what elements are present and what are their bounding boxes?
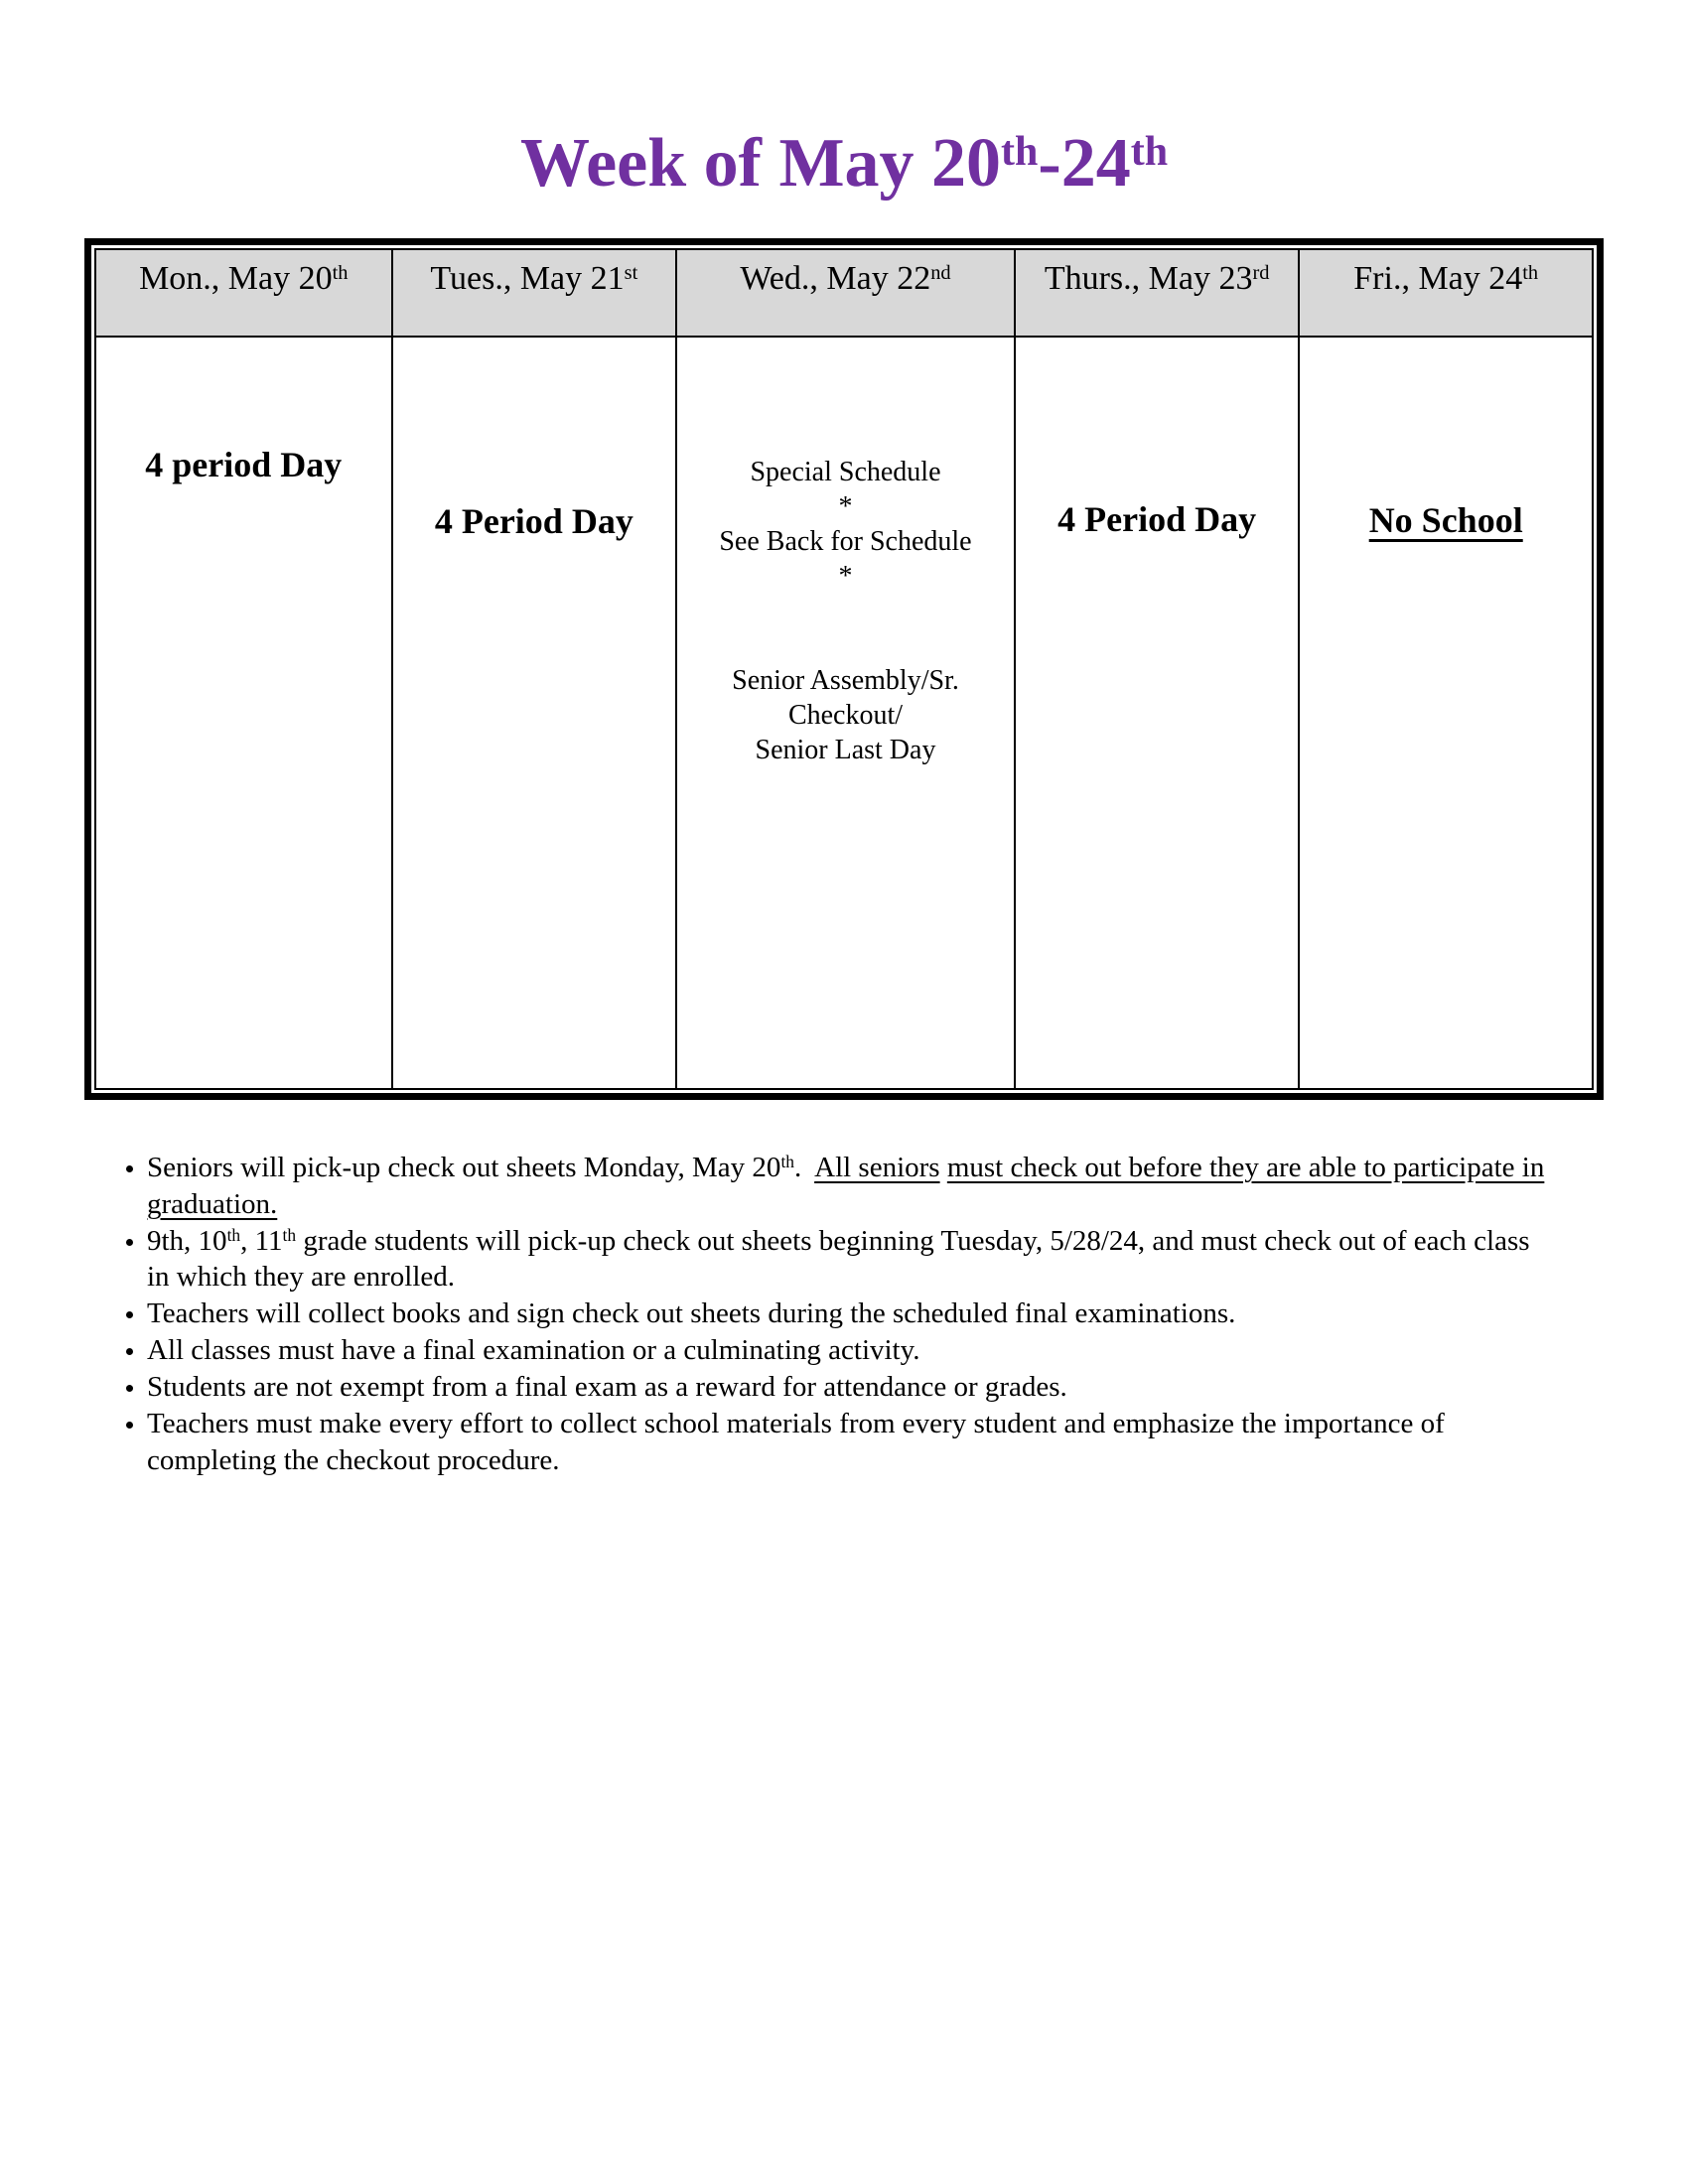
header-thursday <box>1015 249 1300 337</box>
cell-line: Senior Assembly/Sr. <box>732 665 959 696</box>
text-segment: Seniors will pick-up check out sheets Monday, May 20 <box>147 1152 781 1183</box>
cell-line: * <box>838 491 853 522</box>
body-row <box>95 337 1593 1089</box>
text-segment: 9th, 10 <box>147 1224 227 1257</box>
text-segment: Mon., May 20 <box>139 260 333 297</box>
underlined-text: must check out before they are able to participate in graduation. <box>147 1152 1545 1220</box>
notes-list <box>0 1150 1551 1478</box>
text-segment <box>940 1152 947 1183</box>
list-item <box>147 1150 1551 1223</box>
cell-line: Senior Last Day <box>755 735 936 765</box>
cell-monday <box>95 337 392 1089</box>
text-segment: Teachers must make every effort to collect school materials from every student and emphasize the importance of completing the checkout procedure. <box>147 1407 1445 1476</box>
text-segment: Thurs., May 23 <box>1044 260 1253 297</box>
header-monday <box>95 249 392 337</box>
underlined-text: All seniors <box>814 1152 940 1183</box>
schedule-table <box>94 248 1594 1090</box>
list-item <box>147 1406 1551 1479</box>
friday-text: No School <box>1368 500 1523 540</box>
cell-friday <box>1299 337 1593 1089</box>
superscript: st <box>624 261 638 284</box>
superscript: th <box>332 261 349 284</box>
text-segment: -24 <box>1038 125 1131 202</box>
list-item <box>147 1332 1551 1369</box>
superscript: nd <box>930 261 951 284</box>
superscript: th <box>1001 129 1039 175</box>
text-segment: Students are not exempt from a final exam as a reward for attendance or grades. <box>147 1370 1067 1403</box>
superscript: th <box>1130 129 1169 175</box>
superscript: th <box>282 1224 297 1245</box>
header-friday <box>1299 249 1593 337</box>
text-segment: Week of May 20 <box>519 125 1002 202</box>
cell-wednesday <box>676 337 1015 1089</box>
text-segment: grade students will pick-up check out sheets beginning Tuesday, 5/28/24, and must check out of each class in which they are enrolled. <box>147 1224 1530 1294</box>
cell-tuesday <box>392 337 677 1089</box>
tuesday-text: 4 Period Day <box>434 501 633 541</box>
list-item <box>147 1223 1551 1297</box>
wednesday-text <box>683 455 1008 767</box>
thursday-text: 4 Period Day <box>1057 499 1257 539</box>
text-segment: . <box>793 1152 815 1183</box>
cell-line: * <box>838 561 853 592</box>
list-item <box>147 1296 1551 1332</box>
cell-line <box>683 628 1008 663</box>
page-title <box>0 0 1688 202</box>
cell-line <box>683 594 1008 628</box>
superscript: th <box>226 1224 241 1245</box>
header-wednesday <box>676 249 1015 337</box>
text-segment: Wed., May 22 <box>740 260 931 297</box>
text-segment: All classes must have a final examination or a culminating activity. <box>147 1334 920 1367</box>
text-segment: Fri., May 24 <box>1353 260 1523 297</box>
cell-thursday <box>1015 337 1300 1089</box>
cell-line: See Back for Schedule <box>719 526 972 557</box>
header-tuesday <box>392 249 677 337</box>
text-segment: Tues., May 21 <box>430 260 625 297</box>
text-segment: , 11 <box>240 1224 283 1257</box>
superscript: th <box>1522 261 1539 284</box>
superscript: rd <box>1252 261 1270 284</box>
cell-line: Special Schedule <box>750 457 941 487</box>
header-row <box>95 249 1593 337</box>
schedule-table-frame <box>84 238 1604 1100</box>
cell-line: Checkout/ <box>787 700 904 731</box>
monday-text: 4 period Day <box>145 445 343 484</box>
text-segment: Teachers will collect books and sign check out sheets during the scheduled final examinations. <box>147 1297 1236 1330</box>
superscript: th <box>780 1152 794 1172</box>
list-item <box>147 1369 1551 1406</box>
